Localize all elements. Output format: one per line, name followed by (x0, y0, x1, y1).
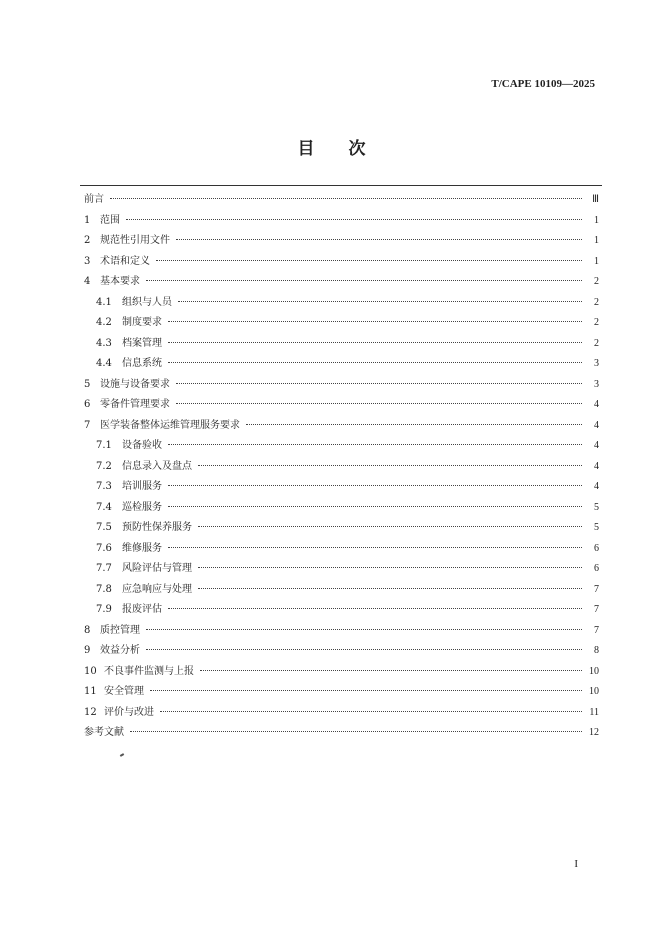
toc-entry[interactable] (84, 416, 599, 437)
toc-entry-label: 设施与设备要求 (100, 378, 170, 390)
toc-leader-dots (200, 660, 582, 671)
toc-leader-dots (146, 619, 582, 630)
toc-entry-number: 7.9 (96, 604, 112, 615)
toc-entry-page: 1 (594, 214, 599, 226)
toc-entry-page: 8 (594, 645, 599, 656)
toc-entry-page: 2 (594, 317, 599, 328)
toc-entry-number: 5 (84, 378, 91, 390)
toc-entry-label: 基本要求 (100, 276, 140, 287)
toc-entry-page: 4 (594, 419, 599, 431)
toc-leader-dots (150, 680, 582, 691)
toc-entry[interactable] (84, 395, 599, 416)
toc-leader-dots (160, 701, 582, 712)
toc-leader-dots (168, 434, 582, 445)
toc-entry[interactable] (84, 477, 599, 498)
toc-leader-dots (156, 250, 582, 261)
toc-entry-page: 4 (594, 481, 599, 492)
toc-entry-label: 效益分析 (100, 645, 140, 656)
document-code: T/CAPE 10109—2025 (491, 78, 595, 90)
toc-entry[interactable] (84, 252, 599, 273)
toc-entry-number: 2 (84, 235, 91, 246)
toc-entry-page: 3 (594, 378, 599, 390)
toc-entry[interactable] (84, 293, 599, 314)
toc-leader-dots (130, 721, 582, 732)
toc-entry-page: 4 (594, 460, 599, 472)
toc-entry-number: 12 (84, 706, 97, 718)
page-title (0, 134, 663, 159)
toc-entry[interactable] (84, 334, 599, 355)
title-rule (80, 185, 602, 186)
toc-entry[interactable] (84, 272, 599, 293)
toc-entry-page: 1 (594, 235, 599, 246)
toc-leader-dots (176, 393, 582, 404)
toc-entry-label: 参考文献 (84, 727, 124, 738)
toc-entry-label: 制度要求 (122, 317, 162, 328)
toc-entry-number: 10 (84, 665, 97, 677)
toc-leader-dots (176, 373, 582, 384)
scan-mark (120, 753, 124, 757)
toc-entry[interactable] (84, 498, 599, 519)
toc-entry-label: 规范性引用文件 (100, 235, 170, 246)
toc-entry-page: 6 (594, 542, 599, 554)
toc-entry-page: 4 (594, 440, 599, 451)
toc-entry[interactable] (84, 375, 599, 396)
toc-leader-dots (168, 475, 582, 486)
toc-entry-label: 医学装备整体运维管理服务要求 (100, 419, 240, 431)
toc-entry-page: 2 (594, 296, 599, 308)
toc-entry-page: 1 (594, 255, 599, 267)
toc-entry[interactable] (84, 518, 599, 539)
toc-leader-dots (168, 537, 582, 548)
title-char-2: 次 (348, 139, 366, 159)
toc-entry-number: 8 (84, 624, 91, 636)
toc-leader-dots (198, 557, 582, 568)
toc-leader-dots (168, 332, 582, 343)
toc-entry-number: 7 (84, 419, 91, 431)
toc-entry-number: 4.1 (96, 296, 112, 308)
toc-entry-number: 9 (84, 645, 91, 656)
toc-entry-label: 预防性保养服务 (122, 522, 192, 533)
toc-entry-number: 1 (84, 214, 91, 226)
toc-entry-number: 4 (84, 276, 91, 287)
toc-entry[interactable] (84, 600, 599, 621)
toc-leader-dots (126, 209, 582, 220)
toc-entry-label: 术语和定义 (100, 255, 150, 267)
toc-entry-number: 6 (84, 399, 91, 410)
toc-entry-label: 组织与人员 (122, 296, 172, 308)
toc-entry-label: 档案管理 (122, 337, 162, 349)
toc-entry[interactable] (84, 313, 599, 334)
toc-leader-dots (110, 188, 582, 199)
toc-entry[interactable] (84, 354, 599, 375)
toc-entry[interactable] (84, 231, 599, 252)
toc-entry-page: 10 (589, 686, 599, 697)
toc-leader-dots (178, 291, 582, 302)
toc-entry-number: 11 (84, 686, 97, 697)
toc-entry-label: 质控管理 (100, 624, 140, 636)
toc-entry-number: 7.1 (96, 440, 112, 451)
toc-entry-label: 信息录入及盘点 (122, 460, 192, 472)
toc-entry[interactable] (84, 436, 599, 457)
toc-entry-page: 5 (594, 501, 599, 513)
toc-entry-number: 7.7 (96, 563, 112, 574)
toc-leader-dots (198, 455, 582, 466)
toc-leader-dots (168, 496, 582, 507)
toc-entry-page: 10 (589, 665, 599, 677)
toc-entry[interactable] (84, 703, 599, 724)
toc-entry-page: 11 (589, 706, 599, 718)
toc-leader-dots (176, 229, 582, 240)
toc-entry[interactable] (84, 723, 599, 744)
toc-leader-dots (168, 598, 582, 609)
toc-leader-dots (146, 270, 582, 281)
toc-entry-page: 4 (594, 399, 599, 410)
toc-entry-label: 评价与改进 (104, 706, 154, 718)
toc-entry-page: 2 (594, 337, 599, 349)
toc-entry-page: 3 (594, 358, 599, 369)
toc-entry-page: 7 (594, 583, 599, 595)
toc-entry[interactable] (84, 621, 599, 642)
toc-entry-number: 7.5 (96, 522, 112, 533)
toc-entry-number: 7.3 (96, 481, 112, 492)
toc-entry-label: 应急响应与处理 (122, 583, 192, 595)
toc-entry-number: 3 (84, 255, 91, 267)
toc-entry-label: 范围 (100, 214, 120, 226)
toc-entry-page: 5 (594, 522, 599, 533)
toc-entry-label: 维修服务 (122, 542, 162, 554)
toc-entry-label: 零备件管理要求 (100, 399, 170, 410)
toc-entry-number: 4.2 (96, 317, 112, 328)
toc-entry-label: 报废评估 (122, 604, 162, 615)
toc-entry[interactable] (84, 539, 599, 560)
toc-leader-dots (198, 578, 582, 589)
toc-entry-label: 安全管理 (104, 686, 144, 697)
table-of-contents (84, 190, 599, 744)
toc-entry-label: 前言 (84, 194, 104, 205)
toc-entry-label: 巡检服务 (122, 501, 162, 513)
toc-entry[interactable] (84, 457, 599, 478)
toc-entry[interactable] (84, 580, 599, 601)
toc-leader-dots (168, 311, 582, 322)
toc-entry-number: 7.8 (96, 583, 112, 595)
toc-entry-label: 信息系统 (122, 358, 162, 369)
toc-entry[interactable] (84, 662, 599, 683)
toc-entry-number: 7.4 (96, 501, 112, 513)
title-char-1: 目 (297, 139, 315, 159)
toc-entry-label: 培训服务 (122, 481, 162, 492)
toc-entry-number: 7.6 (96, 542, 112, 554)
toc-entry-page: 7 (594, 624, 599, 636)
toc-entry[interactable] (84, 641, 599, 662)
toc-entry-page: 7 (594, 604, 599, 615)
toc-entry-number: 4.4 (96, 358, 112, 369)
toc-entry-page: 12 (589, 727, 599, 738)
toc-leader-dots (198, 516, 582, 527)
toc-entry-label: 风险评估与管理 (122, 563, 192, 574)
toc-leader-dots (246, 414, 582, 425)
footer-page-number: I (574, 858, 578, 870)
toc-entry-page: 6 (594, 563, 599, 574)
toc-entry[interactable] (84, 682, 599, 703)
toc-entry[interactable] (84, 190, 599, 211)
toc-entry-label: 设备验收 (122, 440, 162, 451)
toc-entry-page: Ⅲ (592, 194, 599, 205)
toc-leader-dots (146, 639, 582, 650)
toc-leader-dots (168, 352, 582, 363)
toc-entry[interactable] (84, 559, 599, 580)
toc-entry-page: 2 (594, 276, 599, 287)
toc-entry-number: 4.3 (96, 337, 112, 349)
toc-entry-number: 7.2 (96, 460, 112, 472)
toc-entry[interactable] (84, 211, 599, 232)
toc-entry-label: 不良事件监测与上报 (104, 665, 194, 677)
